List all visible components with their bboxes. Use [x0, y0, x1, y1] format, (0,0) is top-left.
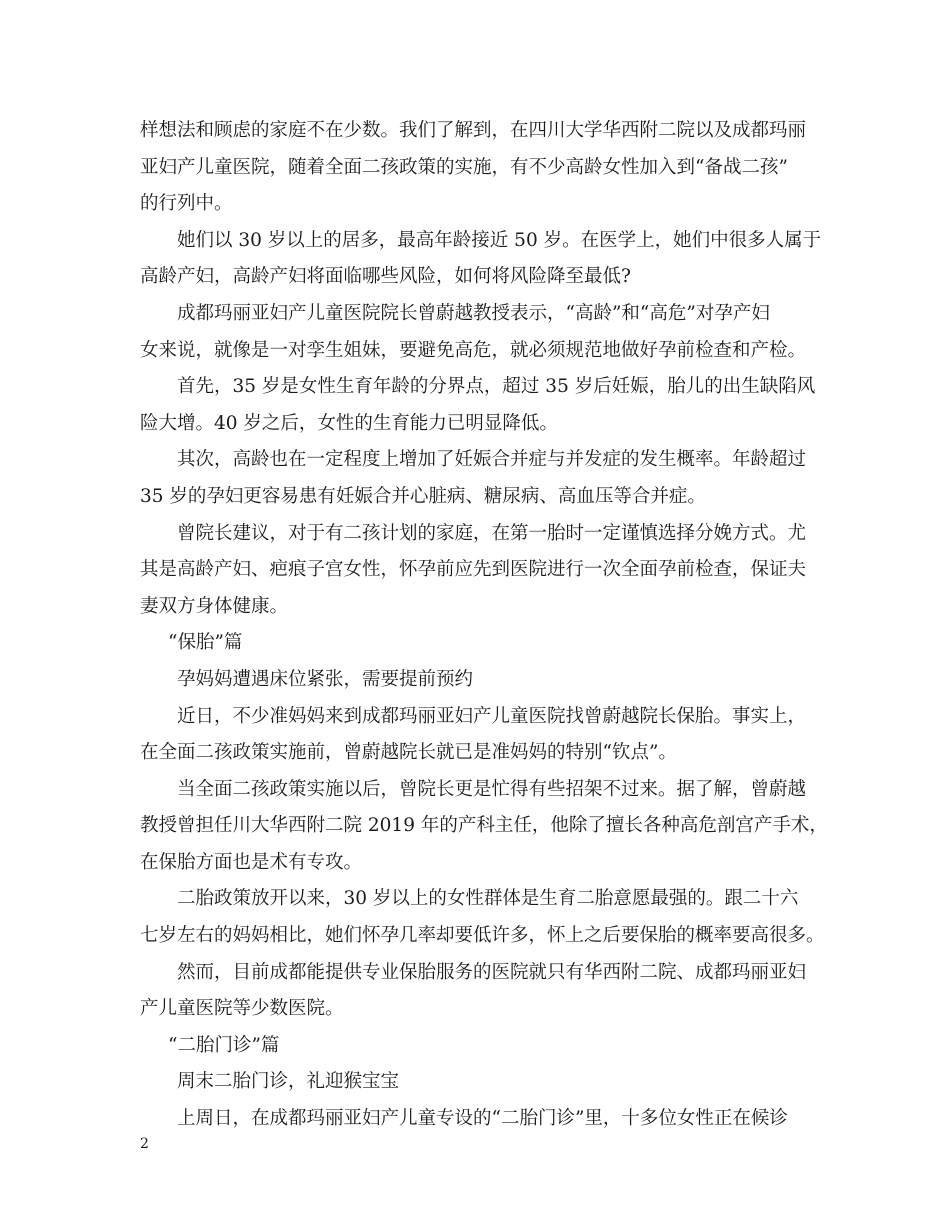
text-line: 险大增。40 岁之后，女性的生育能力已明显降低。: [140, 412, 558, 434]
text-line: 近日，不少准妈妈来到成都玛丽亚妇产儿童医院找曾蔚越院长保胎。事实上，: [177, 705, 807, 727]
text-line: 亚妇产儿童医院，随着全面二孩政策的实施，有不少高龄女性加入到“备战二孩”: [140, 156, 788, 178]
text-line: 孕妈妈遭遇床位紧张，需要提前预约: [177, 668, 474, 690]
text-line: 她们以 30 岁以上的居多，最高年龄接近 50 岁。在医学上，她们中很多人属于: [177, 229, 822, 251]
text-line: 其是高龄产妇、疤痕子宫女性，怀孕前应先到医院进行一次全面孕前检查，保证夫: [140, 559, 807, 581]
text-line: 高龄产妇，高龄产妇将面临哪些风险，如何将风险降至最低?: [140, 266, 631, 288]
text-line: 首先，35 岁是女性生育年龄的分界点，超过 35 岁后妊娠，胎儿的出生缺陷风: [177, 376, 816, 398]
text-line: 在全面二孩政策实施前，曾蔚越院长就已是准妈妈的特别“钦点”。: [140, 742, 677, 764]
text-line: 二胎政策放开以来，30 岁以上的女性群体是生育二胎意愿最强的。跟二十六: [177, 888, 799, 910]
text-line: 35 岁的孕妇更容易患有妊娠合并心脏病、糖尿病、高血压等合并症。: [140, 485, 706, 507]
text-line: 成都玛丽亚妇产儿童医院院长曾蔚越教授表示，“高龄”和“高危”对孕产妇: [177, 302, 770, 324]
section-heading: “二胎门诊”篇: [168, 1034, 280, 1056]
page-number: 2: [140, 1136, 149, 1152]
text-line: 上周日，在成都玛丽亚妇产儿童专设的“二胎门诊”里，十多位女性正在候诊: [177, 1108, 788, 1130]
section-heading: “保胎”篇: [168, 632, 243, 654]
text-line: 曾院长建议，对于有二孩计划的家庭，在第一胎时一定谨慎选择分娩方式。尤: [177, 522, 807, 544]
text-line: 女来说，就像是一对孪生姐妹，要避免高危，就必须规范地做好孕前检查和产检。: [140, 339, 807, 361]
text-line: 的行列中。: [140, 193, 233, 215]
document-body: [140, 113, 828, 1138]
text-line: 在保胎方面也是术有专攻。: [140, 851, 363, 873]
text-line: 然而，目前成都能提供专业保胎服务的医院就只有华西附二院、成都玛丽亚妇: [177, 961, 807, 983]
text-line: 样想法和顾虑的家庭不在少数。我们了解到，在四川大学华西附二院以及成都玛丽: [140, 120, 807, 141]
text-line: 当全面二孩政策实施以后，曾院长更是忙得有些招架不过来。据了解，曾蔚越: [177, 778, 807, 800]
text-line: 妻双方身体健康。: [140, 595, 289, 617]
text-line: 周末二胎门诊，礼迎猴宝宝: [177, 1071, 400, 1093]
text-line: 教授曾担任川大华西附二院 2019 年的产科主任，他除了擅长各种高危剖宫产手术，: [140, 815, 828, 837]
text-line: 其次，高龄也在一定程度上增加了妊娠合并症与并发症的发生概率。年龄超过: [177, 449, 807, 471]
text-line: 七岁左右的妈妈相比，她们怀孕几率却要低许多，怀上之后要保胎的概率要高很多。: [140, 925, 825, 947]
text-line: 产儿童医院等少数医院。: [140, 998, 344, 1020]
